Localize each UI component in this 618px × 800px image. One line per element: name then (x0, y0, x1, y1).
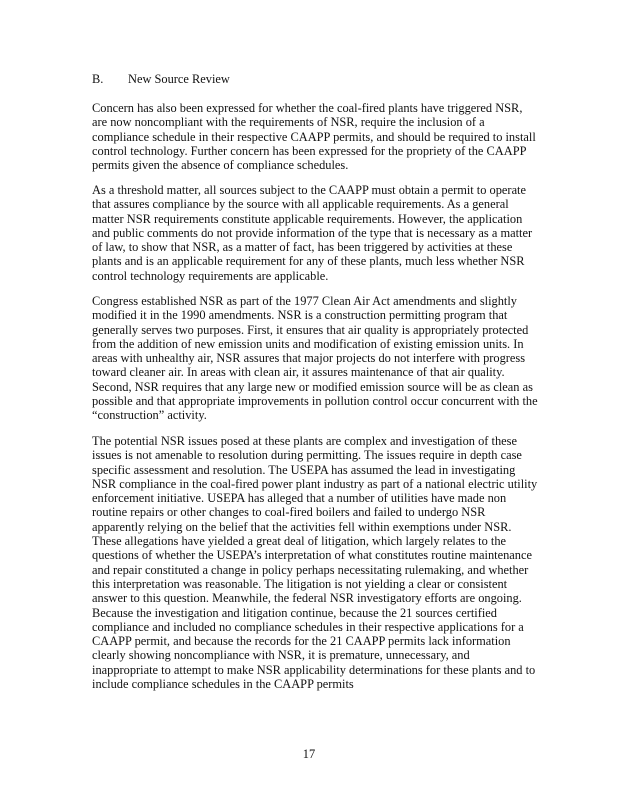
text-line: and public comments do not provide information of the type that is necessary as a matter (92, 225, 533, 240)
text-line: control technology requirements are applicable. (92, 268, 329, 283)
paragraph-threshold-matter (92, 183, 554, 283)
text-line: modified it in the 1990 amendments. NSR is a construction permitting program that (92, 308, 508, 323)
text-line: answer to this question. Meanwhile, the federal NSR investigatory efforts are ongoing. (92, 591, 522, 606)
text-line: “construction” activity. (92, 408, 207, 423)
text-line: this interpretation was reasonable. The litigation is not yielding a clear or consistent (92, 576, 508, 591)
text-line: inappropriate to attempt to make NSR applicability determinations for these plants and to (92, 662, 536, 677)
text-line: plants and is an applicable requirement for any of these plants, much less whether NSR (92, 254, 525, 269)
text-line: and repair constituted a change in policy perhaps necessitating rulemaking, and whether (92, 562, 529, 577)
text-line: Because the investigation and litigation continue, because the 21 sources certified (92, 605, 497, 620)
text-line: from the addition of new emission units and modification of existing emission units. In (92, 336, 524, 351)
paragraph-nsr-issues (92, 434, 554, 691)
section-title: New Source Review (128, 72, 230, 86)
text-line: compliance and included no compliance schedules in their respective applications for a (92, 619, 524, 634)
section-letter: B. (92, 72, 104, 86)
text-line: apparently relying on the belief that the activities fell within exemptions under NSR. (92, 519, 512, 534)
text-line: These allegations have yielded a great deal of litigation, which largely relates to the (92, 534, 507, 549)
text-line: Second, NSR requires that any large new or modified emission source will be as clean as (92, 379, 533, 394)
text-line: clearly showing noncompliance with NSR, it is premature, unnecessary, and (92, 648, 470, 663)
paragraph-nsr-purpose (92, 294, 554, 423)
text-line: questions of whether the USEPA’s interpretation of what constitutes routine maintenance (92, 548, 533, 563)
paragraph-concerns (92, 101, 554, 172)
text-line: As a threshold matter, all sources subject to the CAAPP must obtain a permit to operate (92, 183, 527, 197)
text-line: Congress established NSR as part of the 1977 Clean Air Act amendments and slightly (92, 294, 518, 308)
text-line: routine repairs or other changes to coal-fired boilers and failed to undergo NSR (92, 505, 486, 520)
text-line: issues is not amenable to resolution during permitting. The issues require in depth case (92, 448, 522, 463)
text-line: are now noncompliant with the requirements of NSR, require the inclusion of a (92, 115, 485, 130)
text-line: Concern has also been expressed for whether the coal-fired plants have triggered NSR, (92, 101, 523, 115)
text-line: CAAPP permit, and because the records for the 21 CAAPP permits lack information (92, 634, 511, 649)
text-line: that assures compliance by the source with all applicable requirements. As a general (92, 197, 509, 212)
text-line: compliance schedule in their respective CAAPP permits, and should be required to install (92, 129, 536, 144)
text-line: possible and that appropriate improvements in pollution control occur concurrent with the (92, 394, 538, 409)
page-number: 17 (302, 747, 316, 761)
text-line: NSR compliance in the coal-fired power plant industry as part of a national electric utility (92, 476, 538, 491)
text-line: specific assessment and resolution. The USEPA has assumed the lead in investigating (92, 462, 516, 477)
text-line: generally serves two purposes. First, it ensures that air quality is appropriately protected (92, 322, 529, 337)
text-line: include compliance schedules in the CAAPP permits (92, 677, 354, 692)
text-line: control technology. Further concern has been expressed for the propriety of the CAAPP (92, 143, 527, 158)
text-line: of law, to show that NSR, as a matter of fact, has been triggered by activities at these (92, 240, 513, 255)
text-line: toward cleaner air. In areas with clean air, it assures maintenance of that air quality. (92, 365, 505, 380)
text-line: enforcement initiative. USEPA has alleged that a number of utilities have made non (92, 491, 507, 506)
text-line: The potential NSR issues posed at these plants are complex and investigation of these (92, 434, 517, 448)
section-heading (92, 72, 230, 86)
text-line: areas with unhealthy air, NSR assures that major projects do not interfere with progress (92, 351, 526, 366)
text-line: permits given the absence of compliance schedules. (92, 158, 349, 173)
text-line: matter NSR requirements constitute applicable requirements. However, the application (92, 211, 523, 226)
